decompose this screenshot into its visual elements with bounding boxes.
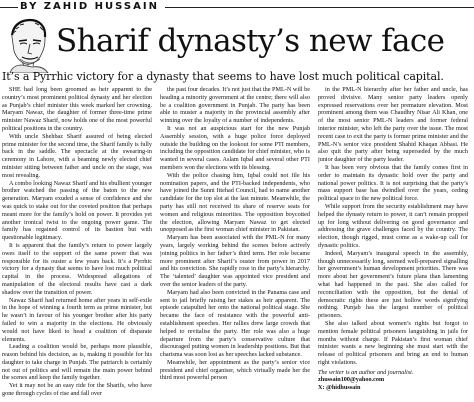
article-paragraph: Indeed, Maryam’s inaugural speech in the assembly, though unnecessarily long, seemed well-prepared signalling her government’s human development priorities. There was more about her government’s future plans than lamenting what had happened in the past. She also called for reconciliation with the opposition, but the denial of democratic rights these are just hollow words signifying nothing. Punjab has the largest number of political prisoners. [318,249,468,320]
article-paragraph: Yet it may not be an easy ride for the Sharifs, who have gone through cycles of rise and fall over [2,382,152,398]
article-paragraph: Maryam had also been convicted in the Panama case and sent to jail briefly raising her stakes as heir apparent. The episode catapulted her onto the national political stage. She became the face of resistance with the powerful anti-establishment speeches. Her rallies drew large crowds that helped to revitalise the party. Her role was also a huge departure from the party’s conservative culture that discouraged putting women in leadership positions. But that charisma was soon lost as her speeches lacked substance. [160,288,310,359]
article-paragraph: It has been very obvious that the family comes first in order to maintain its dynastic hold over the party and national power politics. It is not surprising that the party’s mass support base has dwindled over the years, ceding political space to the new political force. [318,163,468,203]
author-byline: BY ZAHID HUSSAIN [18,0,165,14]
article-paragraph: It was not an auspicious start for the new Punjab Assembly session, with a huge police force deployed outside the building on the lookout for some PTI members, including the opposition candidate for chief minister, who is wanted in several cases. Aslam Iqbal and several other PTI members won the elections with its blessing. [160,124,310,171]
article-paragraph: SHE had long been groomed as heir apparent to the country’s most prominent political dynasty and her election as Punjab’s chief minister this week marked her crowning. Maryam Nawaz, the daughter of former three-time prime minister Nawaz Sharif, now holds one of the most powerful political positions in the country. [2,86,152,132]
article-paragraph: Meanwhile, her appointment as the party’s senior vice president and chief organiser, which virtually made her the third most powerful person [160,358,310,382]
article-column-3 [318,86,468,399]
article-paragraph: in the PML-N hierarchy after her father and uncle, has proved divisive. Many senior party leaders openly expressed reservations over her premature elevation. Most prominent among them was Chaudhry Nisar Ali Khan, one of the most senior PML-N leaders and former federal interior minister, who left the party over the issue. The most recent case to exit the party is former prime minister and the PML-N’s senior vice president Shahid Khaqan Abbasi. He also quit the party after being superseded by the much junior daughter of the party leader. [318,86,468,164]
article-paragraph: Nawaz Sharif had returned home after years in self-exile in the hope of winning a fourth term as prime minister, but he wasn’t in favour of his younger brother after his party failed to win a majority in the elections. He obviously would not have liked to head a coalition of disparate elements. [2,296,152,343]
article-standfirst: It’s a Pyrrhic victory for a dynasty that seems to have lost much political capital. [2,70,444,83]
article-body [2,86,472,399]
article-paragraph: the past four decades. It’s not just that the PML-N will be heading a minority government at the centre; there will also be a coalition government in Punjab. The party has been able to muster a majority in the provincial assembly after winning over the loyalty of a number of independents. [160,86,310,125]
author-portrait-sketch [0,15,54,73]
article-paragraph: While support from the security establishment may have helped the dynasty return to power, it can’t remain propped up for long without delivering on good governance and addressing the grave challenges faced by the country. The election, though rigged, must come as a wake-up call for dynastic politics. [318,202,468,249]
article-paragraph: It is apparent that the family’s return to power largely owes itself to the support of the same power that was responsible for its ouster a few years back. It’s a Pyrrhic victory for a dynasty that seems to have lost much political capital in the process. Widespread allegations of manipulation of the electoral results have cast a dark shadow over the transition of power. [2,241,152,296]
article-paragraph: Maryam has been associated with the PML-N for many years, largely working behind the scenes before actively joining politics in her father’s third term. Her role became more prominent after Sharif’s ouster from power in 2017 and his conviction. She rapidly rose in the party’s hierarchy. The ‘talented’ daughter was appointed vice president and over the senior leaders of the party. [160,234,310,288]
author-description: The writer is an author and journalist. [318,368,414,376]
author-email: zhussain100@yahoo.com [318,376,385,384]
author-social-handle: X: @hidhussain [318,384,361,392]
byline-bar [0,0,474,14]
article-column-1 [2,86,152,399]
author-signature-note [318,369,468,392]
article-paragraph: With uncle Shehbaz Sharif assured of being elected prime minister for the second time, the Sharif family is fully back in the saddle. The spectacle at the swearing-in ceremony in Lahore, with a beaming newly elected chief minister sitting between father and uncle on the stage, was most revealing. [2,132,152,179]
article-paragraph: She also talked about women’s rights but forgot to mention female political prisoners languishing in jails for months without charge. If Pakistan’s first woman chief minister wants a new beginning she must start with the release of political prisoners and bring an end to human right violations. [318,319,468,366]
article-paragraph: A combo looking Nawaz Sharif and his ebullient younger brother watched the passing of the baton to the new generation. Maryam exuded a sense of confidence and she was quick to stake out for the coveted position that perhaps meant more for the family’s hold on power. It provides yet another ironical twist to the ongoing power game. The family has regained control of its bastion but with questionable legitimacy. [2,179,152,242]
article-paragraph: Leading a coalition would be, perhaps more plausible, reason behind his decision, as is, making it possible for his daughter to take charge in Punjab. The patriarch is certainly not out of politics and will remain the main power behind the scenes and keep the family together. [2,343,152,382]
article-paragraph: With the police chasing him, Iqbal could not file his nomination papers, and the PTI-backed independents, who have joined the Sunni Ittehad Council, had to name another candidate for the top slot at the last minute. Meanwhile, the party has still not received its share of reserve seats for women and religious minorities. The opposition boycotted the election, allowing Maryam Nawaz to get elected unopposed as the first woman chief minister in Pakistan. [160,171,310,234]
article-column-2 [160,86,310,399]
article-column-3-body [318,86,468,367]
article-headline: Sharif dynasty’s new face [56,23,445,59]
